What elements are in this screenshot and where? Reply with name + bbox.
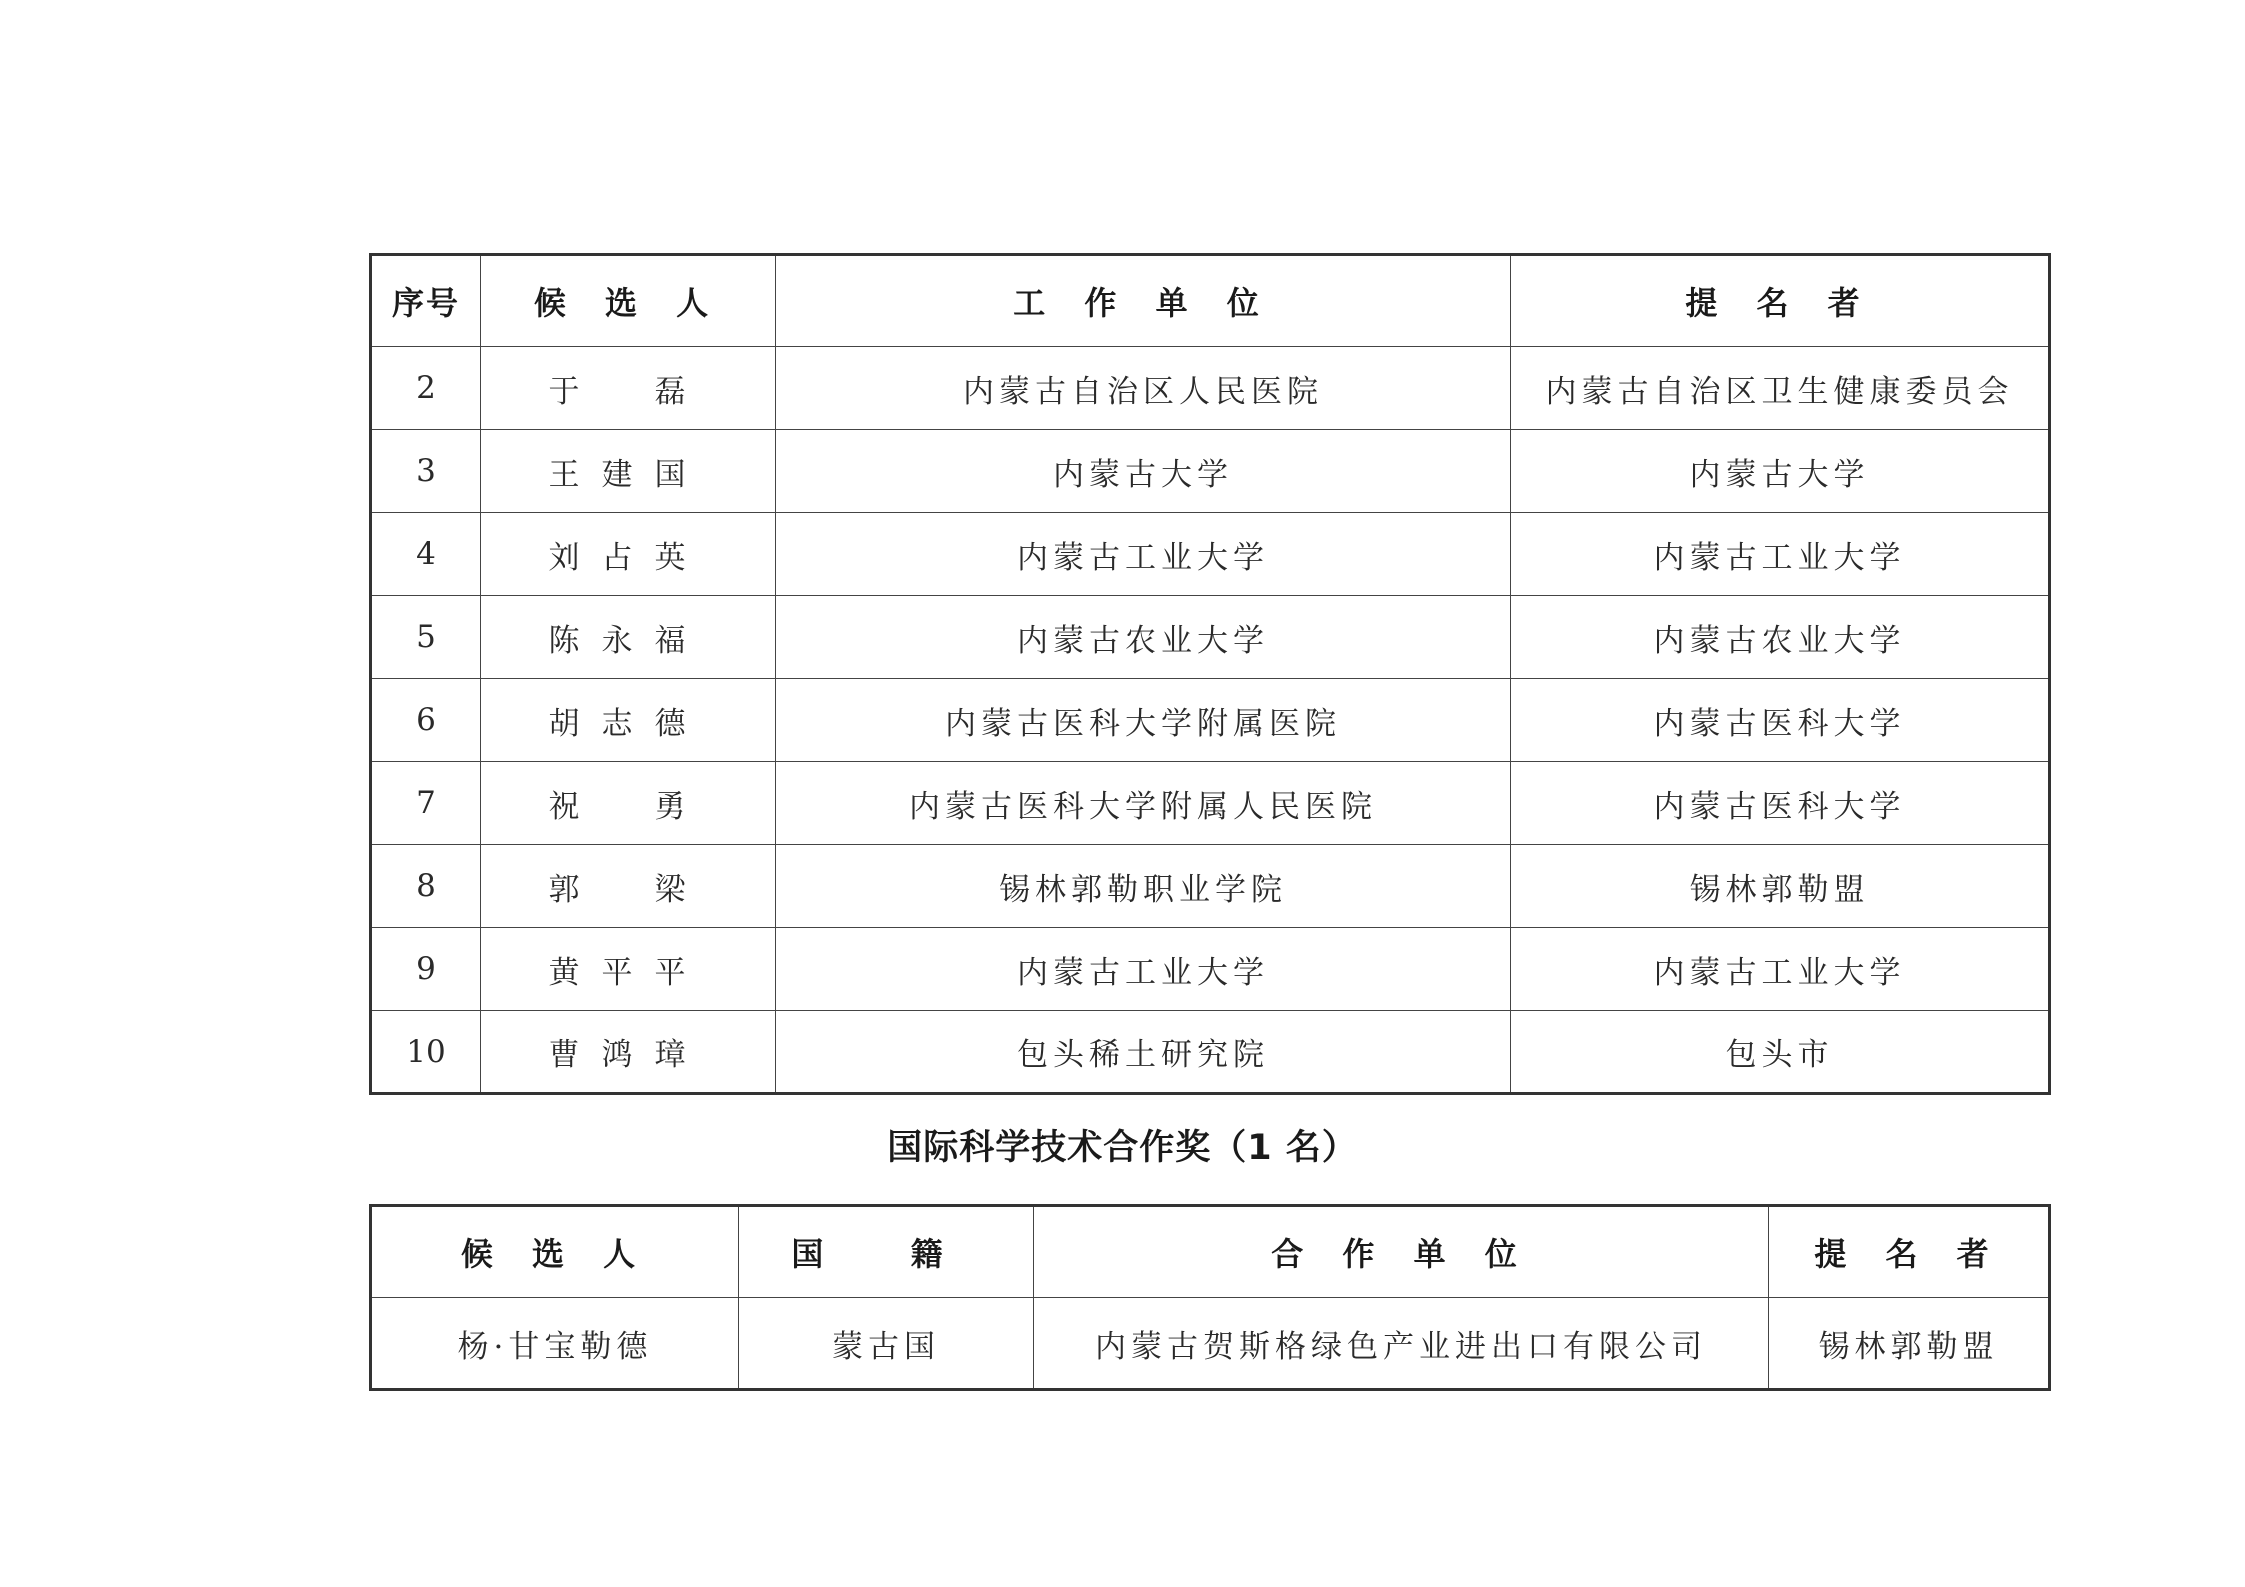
table-header-row (371, 1206, 2050, 1298)
international-award-table (369, 1204, 2051, 1391)
table-row (371, 596, 2050, 679)
table-row (371, 762, 2050, 845)
header-candidate: 候 选 人 (371, 1206, 739, 1298)
work-unit-cell: 内蒙古大学 (776, 430, 1511, 513)
nationality-cell: 蒙古国 (739, 1298, 1034, 1390)
table-row (371, 430, 2050, 513)
section-title: 国际科学技术合作奖（1 名） (887, 1128, 1358, 1168)
candidate-cell: 胡志德 (481, 679, 776, 762)
nominator-cell: 锡林郭勒盟 (1769, 1298, 2050, 1390)
candidate-cell: 祝 勇 (481, 762, 776, 845)
candidate-cell: 王建国 (481, 430, 776, 513)
candidate-cell: 郭 梁 (481, 845, 776, 928)
work-unit-cell: 内蒙古自治区人民医院 (776, 347, 1511, 430)
cooperation-unit-cell: 内蒙古贺斯格绿色产业进出口有限公司 (1034, 1298, 1769, 1390)
table-row (371, 679, 2050, 762)
candidate-cell: 于 磊 (481, 347, 776, 430)
work-unit-cell: 内蒙古工业大学 (776, 928, 1511, 1011)
nominator-cell: 内蒙古大学 (1511, 430, 2050, 513)
table-row (371, 1011, 2050, 1094)
header-cooperation-unit: 合 作 单 位 (1034, 1206, 1769, 1298)
work-unit-cell: 内蒙古医科大学附属医院 (776, 679, 1511, 762)
work-unit-cell: 内蒙古农业大学 (776, 596, 1511, 679)
candidate-cell: 黄平平 (481, 928, 776, 1011)
header-candidate: 候 选 人 (481, 255, 776, 347)
nominator-cell: 包头市 (1511, 1011, 2050, 1094)
nominator-cell: 内蒙古农业大学 (1511, 596, 2050, 679)
work-unit-cell: 内蒙古医科大学附属人民医院 (776, 762, 1511, 845)
serial-no-cell: 4 (371, 513, 481, 596)
candidate-cell: 杨·甘宝勒德 (371, 1298, 739, 1390)
table-row (371, 513, 2050, 596)
serial-no-cell: 5 (371, 596, 481, 679)
serial-no-cell: 8 (371, 845, 481, 928)
table-row (371, 347, 2050, 430)
serial-no-cell: 9 (371, 928, 481, 1011)
work-unit-cell: 锡林郭勒职业学院 (776, 845, 1511, 928)
serial-no-cell: 2 (371, 347, 481, 430)
table-row (371, 1298, 2050, 1390)
table-header-row (371, 255, 2050, 347)
nominator-cell: 内蒙古医科大学 (1511, 762, 2050, 845)
serial-no-cell: 10 (371, 1011, 481, 1094)
header-nominator: 提 名 者 (1769, 1206, 2050, 1298)
nominator-cell: 内蒙古工业大学 (1511, 513, 2050, 596)
serial-no-cell: 3 (371, 430, 481, 513)
candidate-cell: 陈永福 (481, 596, 776, 679)
header-work-unit: 工 作 单 位 (776, 255, 1511, 347)
table-row (371, 928, 2050, 1011)
nominator-cell: 内蒙古工业大学 (1511, 928, 2050, 1011)
candidate-cell: 刘占英 (481, 513, 776, 596)
nominator-cell: 锡林郭勒盟 (1511, 845, 2050, 928)
serial-no-cell: 7 (371, 762, 481, 845)
header-nationality: 国 籍 (739, 1206, 1034, 1298)
header-nominator: 提 名 者 (1511, 255, 2050, 347)
serial-no-cell: 6 (371, 679, 481, 762)
candidates-table (369, 253, 2051, 1095)
candidate-cell: 曹鸿璋 (481, 1011, 776, 1094)
nominator-cell: 内蒙古自治区卫生健康委员会 (1511, 347, 2050, 430)
work-unit-cell: 内蒙古工业大学 (776, 513, 1511, 596)
table-row (371, 845, 2050, 928)
work-unit-cell: 包头稀土研究院 (776, 1011, 1511, 1094)
nominator-cell: 内蒙古医科大学 (1511, 679, 2050, 762)
header-serial-no: 序号 (371, 255, 481, 347)
